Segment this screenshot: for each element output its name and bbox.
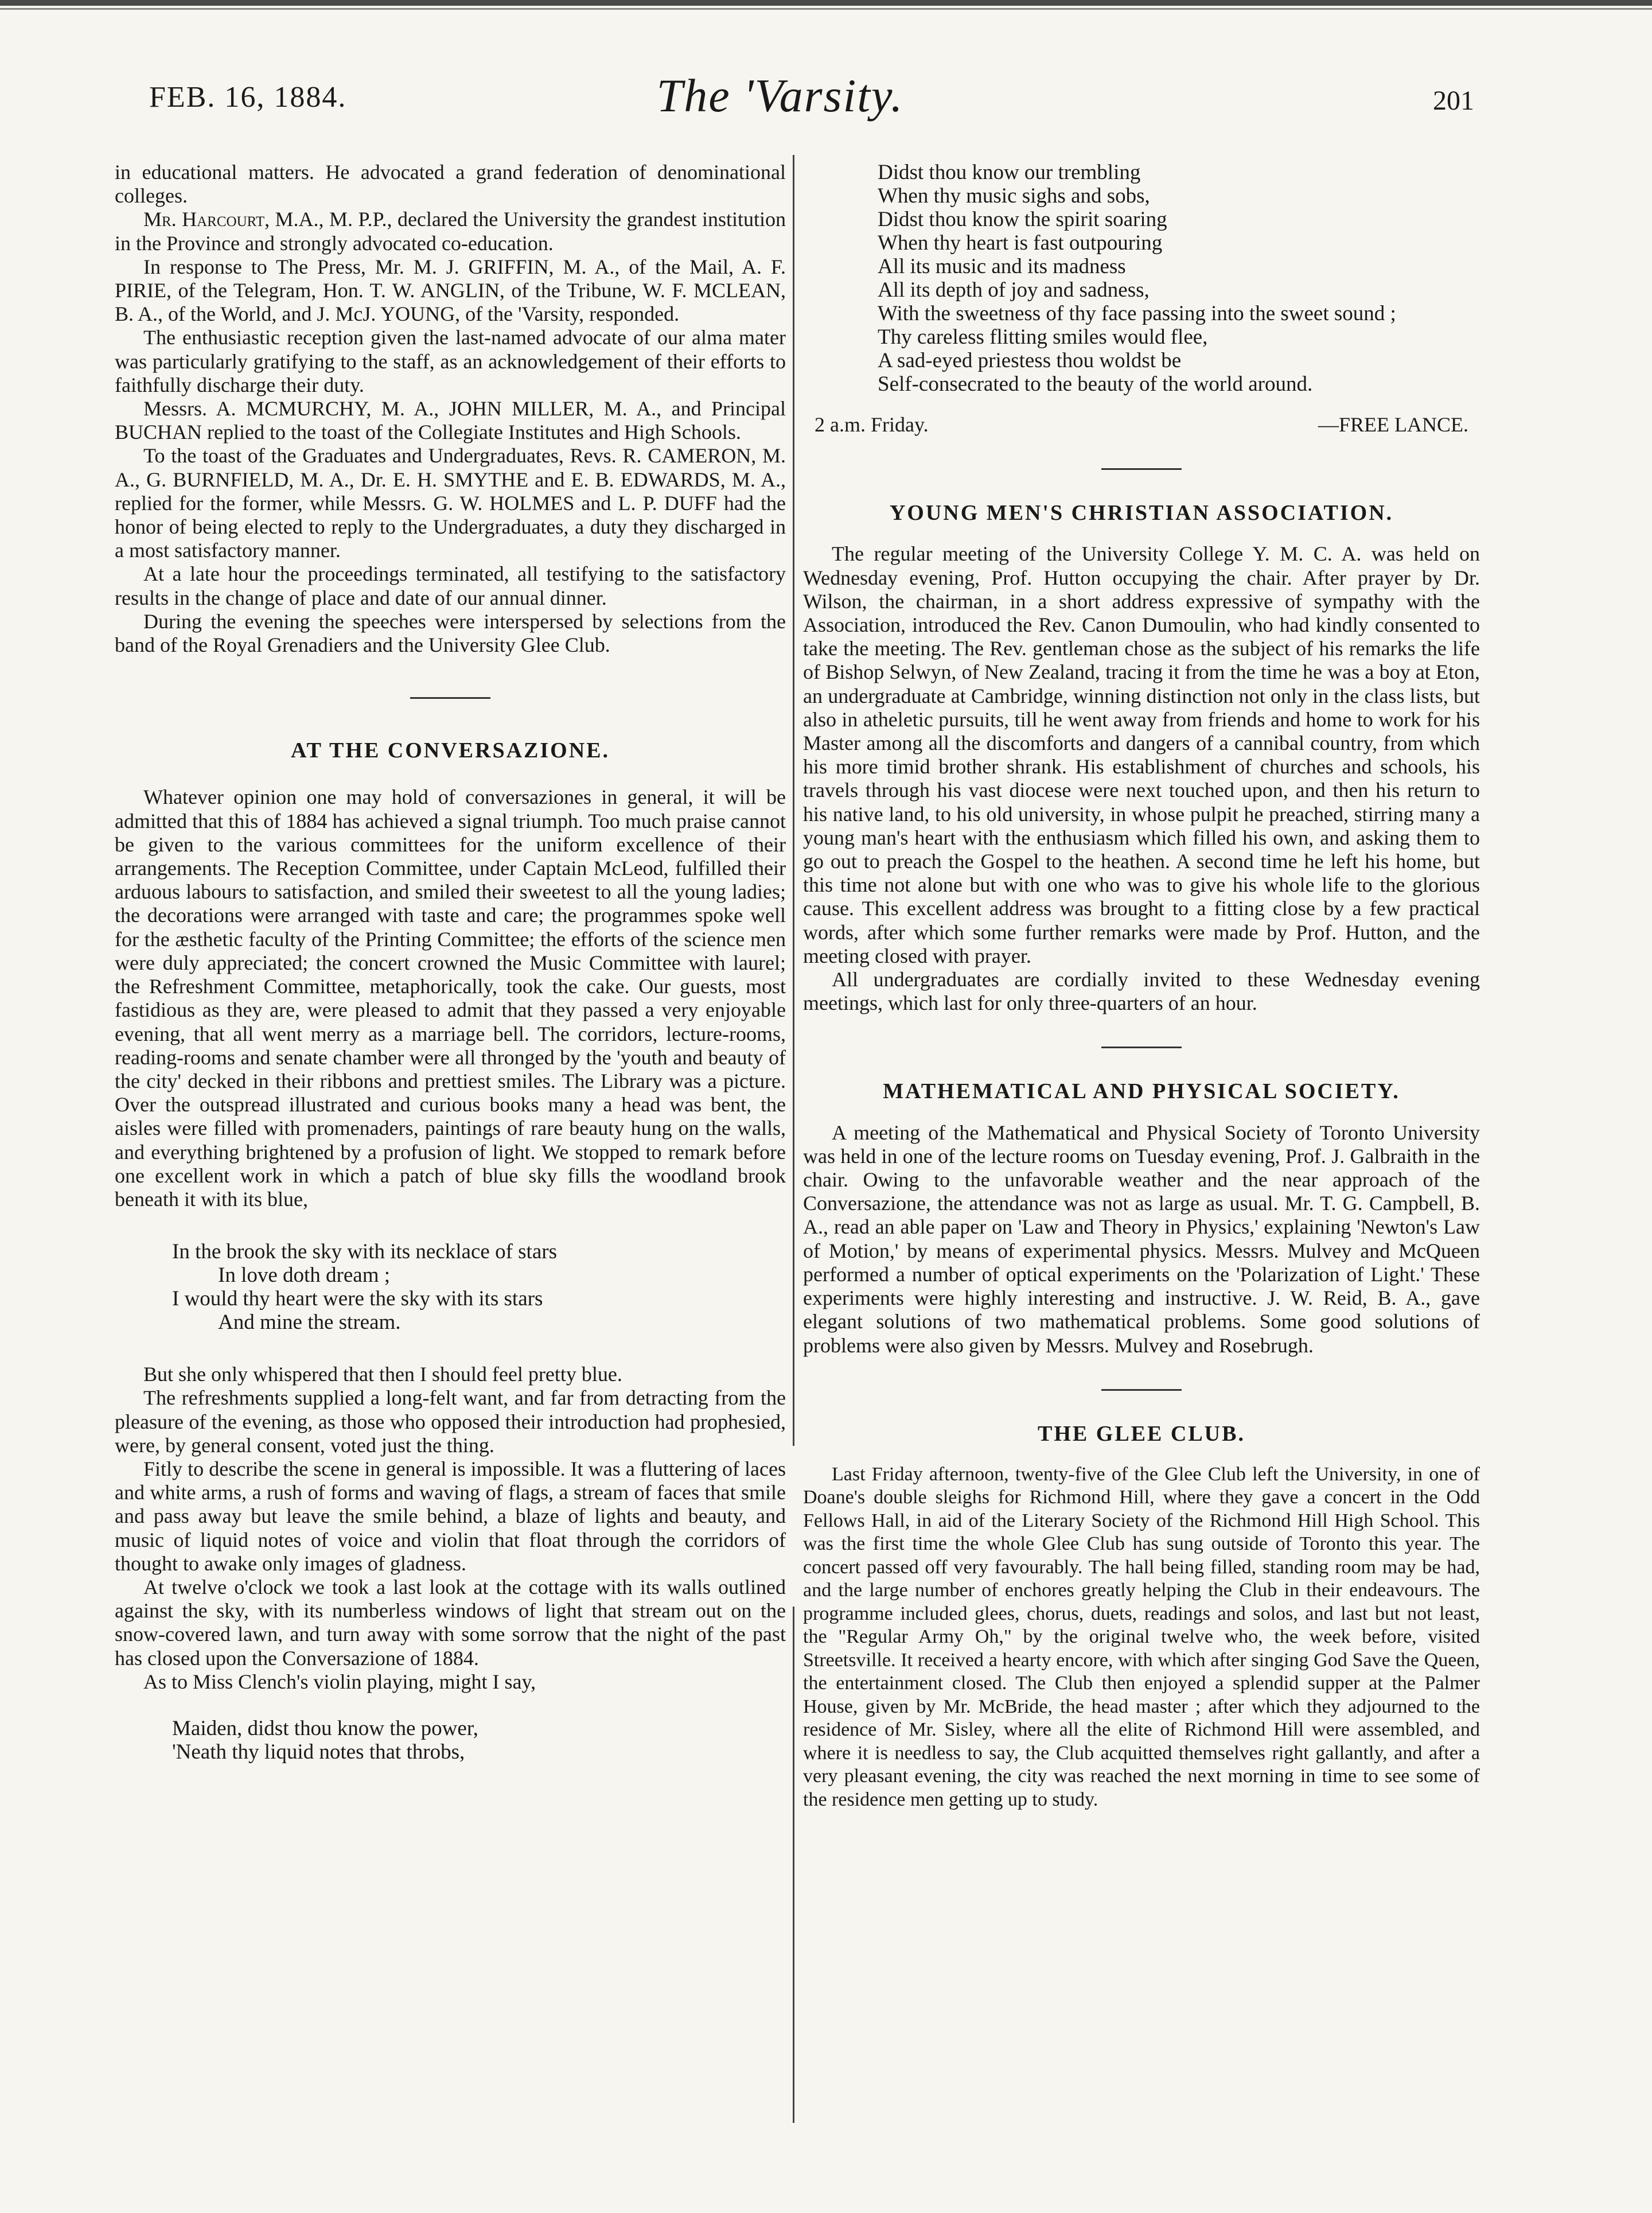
paragraph: Whatever opinion one may hold of conversaziones in general, it will be admitted that this of 1884 has achieved a signal triumph. Too much praise cannot be given to the various committees for the uniform excellence of their arrangements. The Reception Committee, under Captain McLeod, fulfilled their arduous labours to satisfaction, and smiled their sweetest to all the young ladies; the decorations were arranged with taste and care; the programmes spoke well for the æsthetic faculty of the Printing Committee; the efforts of the science men were duly appreciated; the concert crowned the Music Committee with laurel; the Refreshment Committee, metaphorically, took the cake. Our guests, most fastidious as they are, were pleased to admit that they passed a very enjoyable evening, that all went merry as a marriage bell. The corridors, lecture-rooms, reading-rooms and senate chamber were all thronged by the 'youth and beauty of the city' decked in their ribbons and prettiest smiles. The Library was a picture. Over the outspread illustrated and curious books many a head was bent, the aisles were filled with promenaders, paintings of rare beauty hung on the walls, and everything brightened by a profusion of light. We stopped to remark before one excellent work in which a patch of blue sky fills the woodland brook beneath it with its blue, [115, 785, 786, 1211]
paragraph: The enthusiastic reception given the last-named advocate of our alma mater was particularly gratifying to the staff, as an acknowledgement of their efforts to faithfully discharge their duty. [115, 326, 786, 396]
poem-line: A sad-eyed priestess thou woldst be [878, 349, 1182, 372]
poem-line: In love doth dream ; [218, 1263, 391, 1288]
poem-line: 'Neath thy liquid notes that throbs, [172, 1740, 465, 1764]
left-column [115, 161, 786, 1764]
section-heading-math: MATHEMATICAL AND PHYSICAL SOCIETY. [883, 1079, 1400, 1104]
paragraph: Last Friday afternoon, twenty-five of the Glee Club left the University, in one of Doane's double sleighs for Richmond Hill, where they gave a concert in the Odd Fellows Hall, in aid of the Literary Society of the Richmond Hill High School. This was the first time the whole Glee Club has sung outside of Toronto this year. The concert passed off very favourably. The hall being filled, standing room may be had, and the large number of enchores greatly helping the Club in their endeavours. The programme included glees, chorus, duets, readings and solos, and last but not least, the "Regular Army Oh," by the original twelve who, the week before, visited Streetsville. It received a hearty encore, with which after singing God Save the Queen, the entertainment closed. The Club then enjoyed a splendid supper at the Palmer House, given by Mr. McBride, the head master ; after which they adjourned to the residence of Mr. Sisley, where all the elite of Richmond Hill were assembled, and where it is needless to say, the Club acquitted themselves right gallantly, and after a very pleasant evening, the city was reached the next morning in time to see some of the residence men getting up to study. [803, 1463, 1480, 1810]
poem-line: All its depth of joy and sadness, [878, 278, 1150, 302]
paragraph: At twelve o'clock we took a last look at the cottage with its walls outlined against the sky, with its numberless windows of light that stream out on the snow-covered lawn, and turn away with some sorrow that the night of the past has closed upon the Conversazione of 1884. [115, 1575, 786, 1670]
paragraph-text: , M.A., M. P.P., declared the University the grandest institution in the Province and strongly advocated co-education. [115, 208, 786, 255]
column-divider-lower [793, 1607, 794, 2123]
poem-line: Self-consecrated to the beauty of the world around. [878, 372, 1313, 396]
paragraph: in educational matters. He advocated a grand federation of denominational colleges. [115, 161, 786, 208]
poem-line: When thy music sighs and sobs, [878, 184, 1150, 208]
paragraph: In response to The Press, Mr. M. J. GRIFFIN, M. A., of the Mail, A. F. PIRIE, of the Telegram, Hon. T. W. ANGLIN, of the Tribune, W. F. MCLEAN, B. A., of the World, and J. McJ. YOUNG, of the 'Varsity, responded. [115, 255, 786, 326]
masthead-title: The 'Varsity. [656, 69, 904, 122]
paragraph: All undergraduates are cordially invited to these Wednesday evening meetings, which last for only three-quarters of an hour. [803, 968, 1480, 1015]
speaker-name: Mr. Harcourt [143, 208, 265, 231]
section-heading-glee: THE GLEE CLUB. [1038, 1421, 1245, 1446]
paragraph: A meeting of the Mathematical and Physical Society of Toronto University was held in one of the lecture rooms on Tuesday evening, Prof. J. Galbraith in the chair. Owing to the unfavorable weather and the near approach of the Conversazione, the attendance was not as large as usual. Mr. T. G. Campbell, B. A., read an able paper on 'Law and Theory in Physics,' explaining 'Newton's Law of Motion,' by means of experimental physics. Messrs. Mulvey and McQueen performed a number of optical experiments on the 'Polarization of Light.' These experiments were highly interesting and instructive. J. W. Reid, B. A., gave elegant solutions of two mathematical problems. Some good solutions of problems were also given by Messrs. Mulvey and Rosebrugh. [803, 1121, 1480, 1357]
section-heading-ymca: YOUNG MEN'S CHRISTIAN ASSOCIATION. [889, 501, 1394, 526]
paragraph: As to Miss Clench's violin playing, might I say, [143, 1670, 536, 1693]
issue-date: FEB. 16, 1884. [149, 81, 347, 114]
paragraph: Fitly to describe the scene in general is impossible. It was a fluttering of laces and white arms, a rush of forms and waving of flags, a stream of faces that smile and pass away but leave the smile behind, a blaze of lights and beauty, and music of liquid notes of voice and violin that float through the corridors of thought to awake only images of gladness. [115, 1457, 786, 1575]
paragraph: The refreshments supplied a long-felt want, and far from detracting from the pleasure of the evening, as those who opposed their introduction had prophesied, were, by general consent, voted just the thing. [115, 1386, 786, 1457]
poem-line: Didst thou know the spirit soaring [878, 208, 1167, 231]
poem-line: Thy careless flitting smiles would flee, [878, 325, 1208, 349]
scan-edge-top [0, 0, 1652, 6]
poem-line: When thy heart is fast outpouring [878, 231, 1163, 255]
poem-line: Maiden, didst thou know the power, [172, 1716, 478, 1740]
poem-line: All its music and its madness [878, 255, 1126, 278]
paragraph [115, 208, 786, 255]
column-divider [793, 155, 794, 1446]
right-column [803, 161, 1480, 1811]
poem-line: I would thy heart were the sky with its stars [172, 1287, 543, 1311]
section-heading-conversazione: AT THE CONVERSAZIONE. [290, 738, 610, 763]
page-number: 201 [1433, 85, 1474, 116]
page-header [86, 63, 1474, 149]
signature-author: —FREE LANCE. [1318, 413, 1468, 436]
poem-stanza [803, 161, 1480, 396]
paragraph: To the toast of the Graduates and Undergraduates, Revs. R. CAMERON, M. A., G. BURNFIELD, M. A., Dr. E. H. SMYTHE and E. B. EDWARDS, M. A., replied for the former, while Messrs. G. W. HOLMES and L. P. DUFF had the honor of being elected to reply to the Undergraduates, a duty they discharged in a most satisfactory manner. [115, 444, 786, 562]
paragraph: But she only whispered that then I should feel pretty blue. [143, 1363, 622, 1386]
paragraph: Messrs. A. MCMURCHY, M. A., JOHN MILLER, M. A., and Principal BUCHAN replied to the toast of the Collegiate Institutes and High Schools. [115, 397, 786, 444]
scan-edge-rule [0, 8, 1652, 10]
poem-signature [803, 413, 1480, 437]
poem-line: With the sweetness of thy face passing into the sweet sound ; [878, 302, 1396, 325]
poem-line: In the brook the sky with its necklace of stars [172, 1240, 557, 1264]
paragraph: During the evening the speeches were interspersed by selections from the band of the Royal Grenadiers and the University Glee Club. [115, 609, 786, 657]
poem-line: Didst thou know our trembling [878, 161, 1141, 184]
poem-stanza [115, 1717, 786, 1764]
paragraph: At a late hour the proceedings terminated, all testifying to the satisfactory results in the change of place and date of our annual dinner. [115, 562, 786, 609]
paragraph: The regular meeting of the University College Y. M. C. A. was held on Wednesday evening, Prof. Hutton occupying the chair. After prayer by Dr. Wilson, the chairman, in a short address expressive of sympathy with the Association, introduced the Rev. Canon Dumoulin, who had kindly consented to take the meeting. The Rev. gentleman chose as the subject of his remarks the life of Bishop Selwyn, of New Zealand, tracing it from the time he was a boy at Eton, an undergraduate at Cambridge, winning distinction not only in the class lists, but also in atheletic pursuits, till he went away from friends and home to work for his Master among all the discomforts and dangers of a cannibal country, from which his more timid brother shrank. His establishment of churches and schools, his travels through his vast diocese were next touched upon, and then his return to his native land, to his old university, in whose pulpit he preached, stirring many a young man's heart with the enthusiasm which filled his own, and asking them to go out to preach the Gospel to the heathen. A second time he left his home, but this time not alone but with one who was to give his whole life to the glorious cause. This excellent address was brought to a fitting close by a few practical words, after which some further remarks were made by Prof. Hutton, and the meeting closed with prayer. [803, 542, 1480, 967]
poem-line: And mine the stream. [218, 1310, 401, 1335]
signature-time: 2 a.m. Friday. [815, 413, 929, 436]
poem-stanza [115, 1240, 786, 1334]
